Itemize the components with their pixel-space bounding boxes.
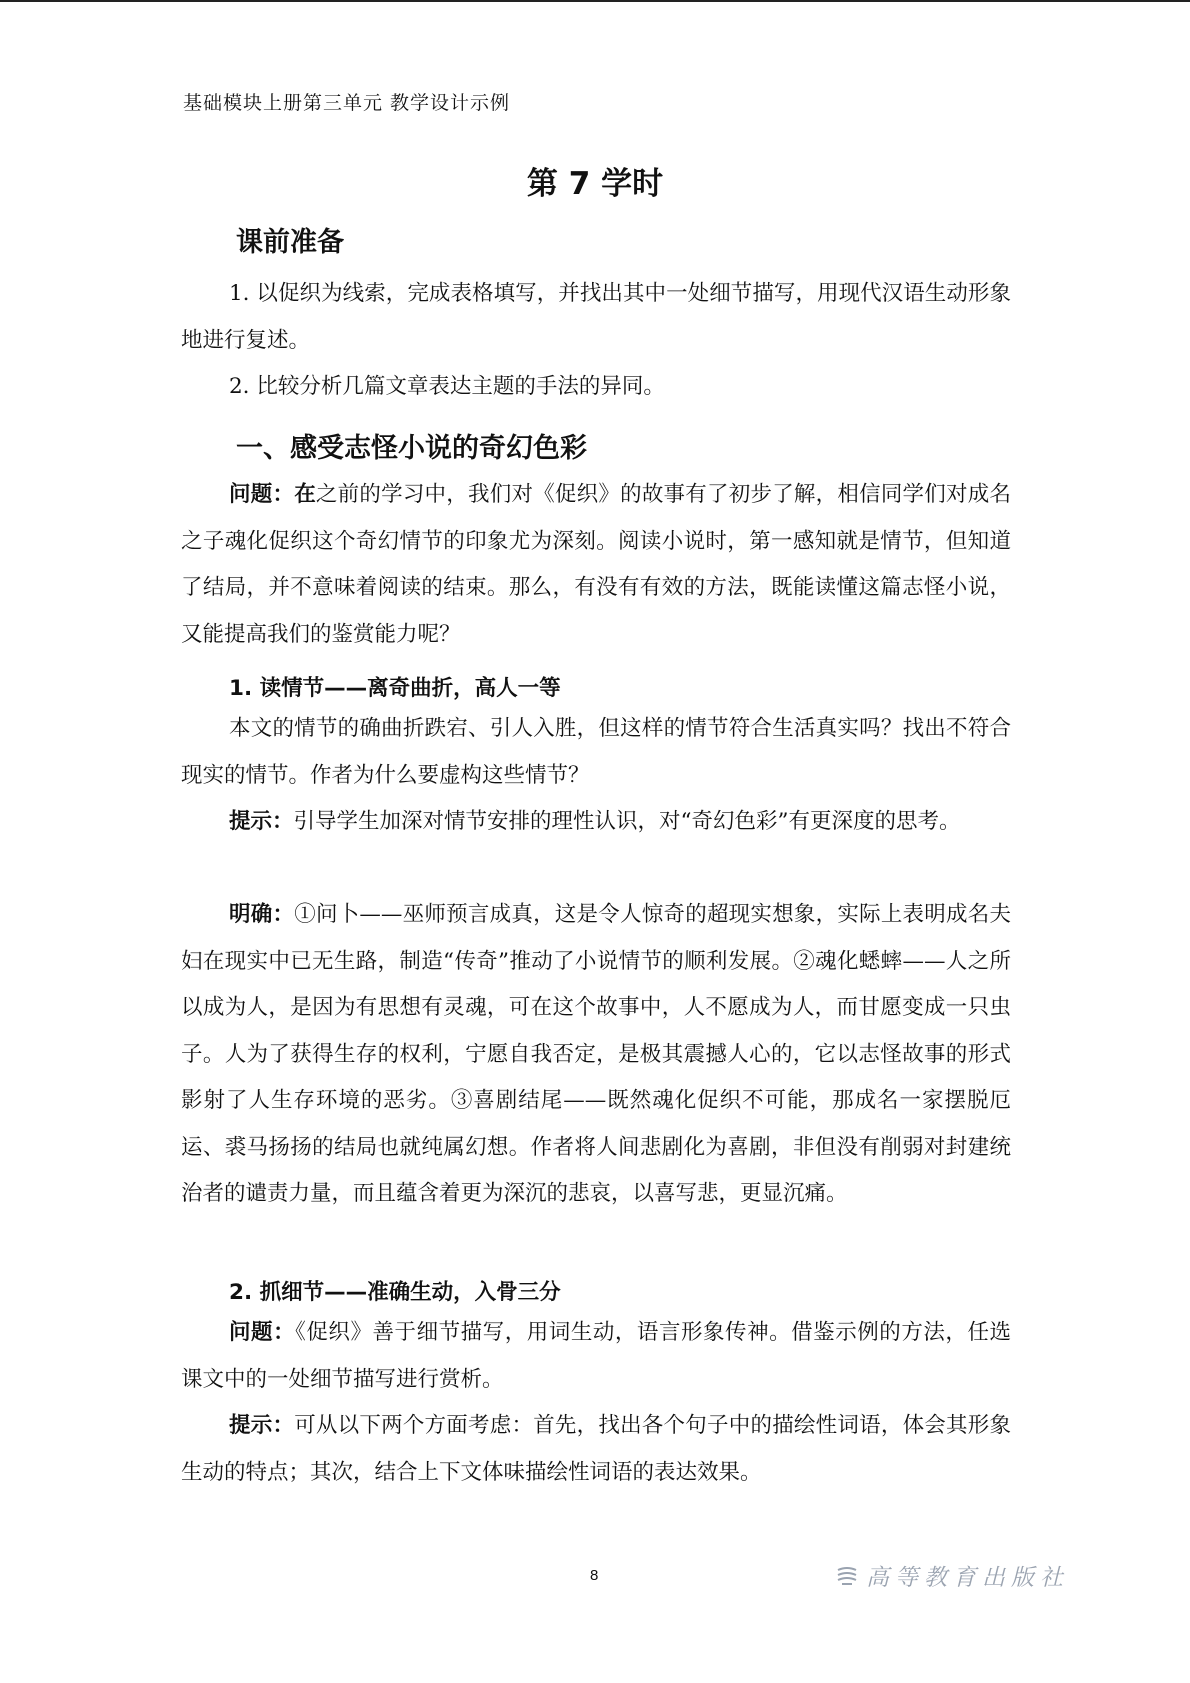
publisher-name: 高等教育出版社 [866, 1565, 1069, 1591]
hint-text: 引导学生加深对情节安排的理性认识，对“奇幻色彩”有更深度的思考。 [293, 809, 961, 834]
hint-label: 提示： [229, 809, 294, 834]
subsection-1-answer [181, 892, 1011, 1218]
answer-text: ①问卜——巫师预言成真，这是令人惊奇的超现实想象，实际上表明成名夫妇在现实中已无生路，制造“传奇”推动了小说情节的顺利发展。②魂化蟋蟀——人之所以成为人，是因为有思想有灵魂，可在这个故事中，人不愿成为人，而甘愿变成一只虫子。人为了获得生存的权利，宁愿自我否定，是极其震撼人心的，它以志怪故事的形式影射了人生存环境的恶劣。③喜剧结尾——既然魂化促织不可能，那成名一家摆脱厄运、裘马扬扬的结局也就纯属幻想。作者将人间悲剧化为喜剧，非但没有削弱对封建统治者的谴责力量，而且蕴含着更为深沉的悲哀，以喜写悲，更显沉痛。 [181, 902, 1011, 1206]
running-header: 基础模块上册第三单元 教学设计示例 [183, 92, 511, 114]
subsection-1-heading: 1. 读情节——离奇曲折，高人一等 [229, 676, 561, 701]
question-text: 之前的学习中，我们对《促织》的故事有了初步了解，相信同学们对成名之子魂化促织这个奇幻情节的印象尤为深刻。阅读小说时，第一感知就是情节，但知道了结局，并不意味着阅读的结束。那么，有没有有效的方法，既能读懂这篇志怪小说，又能提高我们的鉴赏能力呢？ [181, 482, 1011, 647]
publisher-mark [836, 1559, 1069, 1592]
prep-item-2: 2. 比较分析几篇文章表达主题的手法的异同。 [229, 374, 665, 399]
publisher-logo-icon [836, 1566, 858, 1586]
hint-text: 可从以下两个方面考虑：首先，找出各个句子中的描绘性词语，体会其形象生动的特点；其次，结合上下文体味描绘性词语的表达效果。 [181, 1413, 1011, 1485]
subsection-2-question [181, 1310, 1011, 1403]
subsection-2-hint [181, 1403, 1011, 1496]
top-rule [0, 0, 1190, 2]
section-1-question [181, 472, 1011, 658]
subsection-1-text: 本文的情节的确曲折跌宕、引人入胜，但这样的情节符合生活真实吗？找出不符合现实的情节。作者为什么要虚构这些情节？ [181, 716, 1011, 788]
prep-item-1: 1. 以促织为线索，完成表格填写，并找出其中一处细节描写，用现代汉语生动形象地进行复述。 [181, 281, 1011, 353]
question-text: 《促织》善于细节描写，用词生动，语言形象传神。借鉴示例的方法，任选课文中的一处细节描写进行赏析。 [181, 1320, 1011, 1392]
question-label: 问题： [229, 1320, 296, 1345]
hint-label: 提示： [229, 1413, 295, 1438]
page-number: 8 [590, 1567, 599, 1584]
prep-heading: 课前准备 [236, 227, 344, 258]
section-1-heading: 一、感受志怪小说的奇幻色彩 [236, 433, 587, 464]
subsection-2-heading: 2. 抓细节——准确生动，入骨三分 [229, 1280, 561, 1305]
question-label: 问题： [229, 482, 295, 507]
answer-label: 明确： [229, 902, 295, 927]
question-lead: 在 [294, 482, 316, 507]
page-title: 第 7 学时 [526, 166, 664, 202]
subsection-1-hint [181, 799, 1011, 846]
